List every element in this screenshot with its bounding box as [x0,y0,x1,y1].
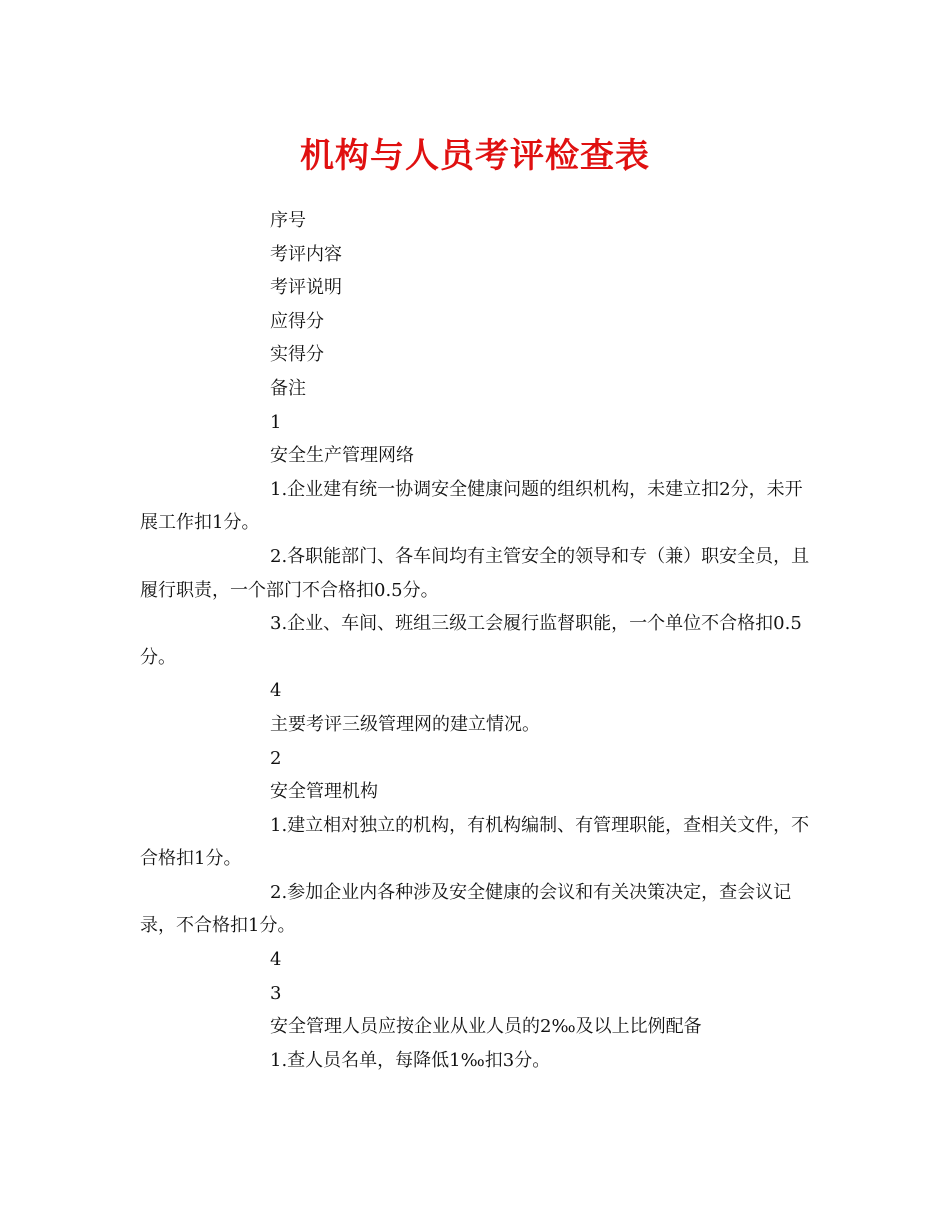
paragraph-header-remarks: 备注 [270,377,306,399]
paragraph-header-serial: 序号 [270,210,306,231]
paragraph-header-description: 考评说明 [270,277,342,299]
paragraph-item-1-rule-3: 3.企业、车间、班组三级工会履行监督职能，一个单位不合格扣0.5分。 [140,613,802,668]
paragraph-header-actual-score: 实得分 [270,344,324,366]
paragraph-item-1-remark: 主要考评三级管理网的建立情况。 [270,713,540,735]
paragraph-item-2-number: 2 [270,747,282,769]
paragraph-item-1-score: 4 [270,680,282,702]
paragraph-header-due-score: 应得分 [270,310,324,332]
paragraph-item-1-rule-1: 1.企业建有统一协调安全健康问题的组织机构，未建立扣2分，未开展工作扣1分。 [140,478,803,534]
paragraph-item-3-rule-1: 1.查人员名单，每降低1‰扣3分。 [270,1049,551,1071]
document-body [140,204,815,1077]
paragraph-item-2-content: 安全管理机构 [270,781,378,803]
paragraph-header-content: 考评内容 [270,243,342,265]
paragraph-item-2-rule-2: 2.参加企业内各种涉及安全健康的会议和有关决策决定，查会议记录，不合格扣1分。 [140,881,792,937]
paragraph-item-1-number: 1 [270,411,282,433]
paragraph-item-3-number: 3 [270,982,282,1004]
paragraph-item-2-score: 4 [270,949,282,971]
paragraph-item-1-content: 安全生产管理网络 [270,445,414,467]
paragraph-item-2-rule-1: 1.建立相对独立的机构，有机构编制、有管理职能，查相关文件，不合格扣1分。 [140,814,810,870]
document-title: 机构与人员考评检查表 [300,136,650,176]
paragraph-item-1-rule-2: 2.各职能部门、各车间均有主管安全的领导和专（兼）职安全员，且履行职责，一个部门不合格扣0.5分。 [140,545,810,601]
paragraph-item-3-content: 安全管理人员应按企业从业人员的2‰及以上比例配备 [270,1016,702,1038]
